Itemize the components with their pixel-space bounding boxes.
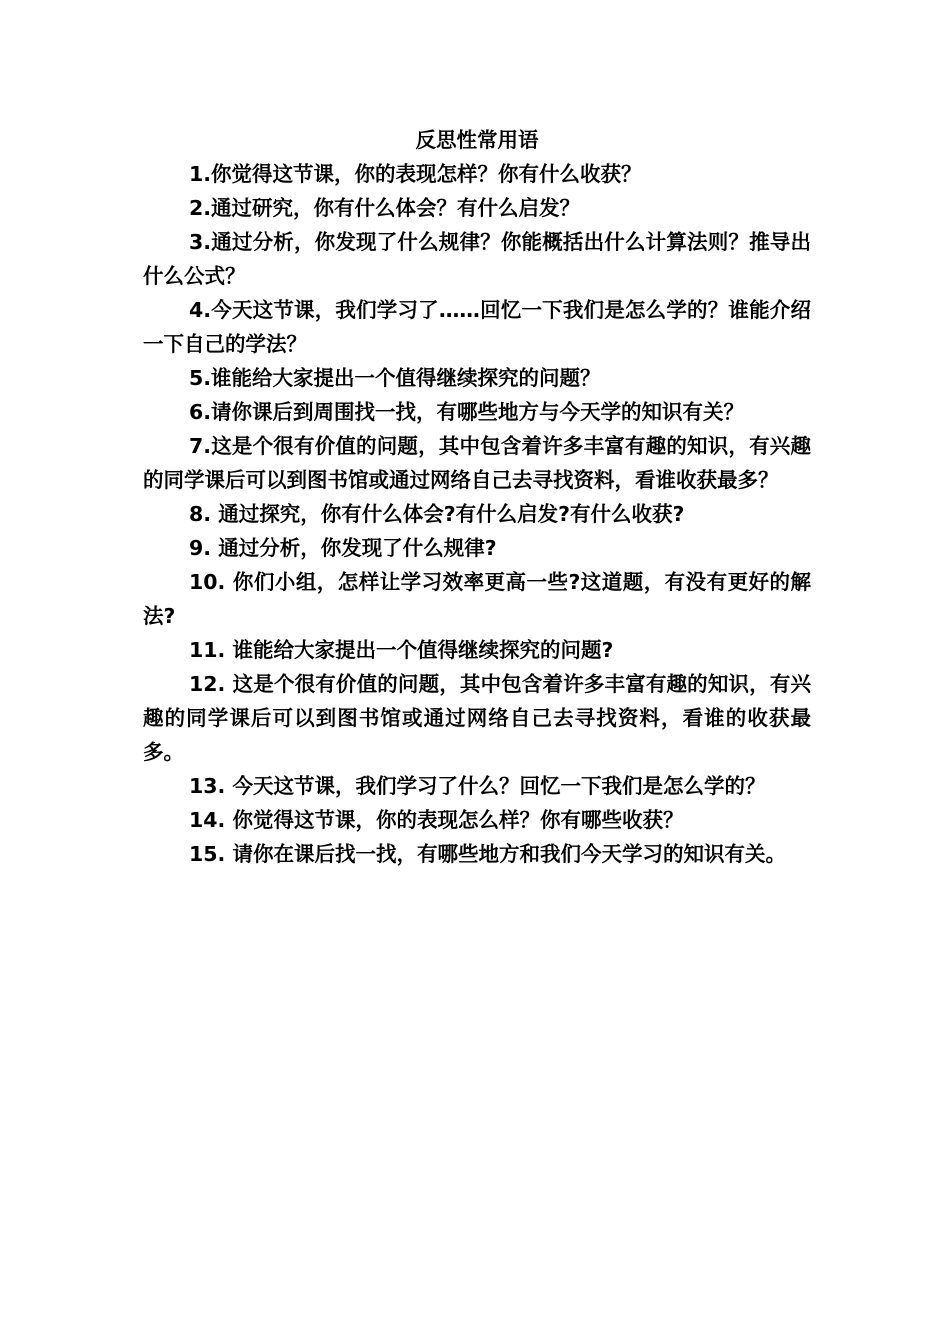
list-item-15: 15. 请你在课后找一找，有哪些地方和我们今天学习的知识有关。 [189,842,786,866]
list-item-8: 8. 通过探究，你有什么体会?有什么启发?有什么收获? [189,502,685,526]
document-title: 反思性常用语 [415,128,539,152]
list-item-3: 3.通过分析，你发现了什么规律？你能概括出什么计算法则？推导出什么公式？ [143,230,811,288]
list-item-11: 11. 谁能给大家提出一个值得继续探究的问题? [189,638,614,662]
list-item-4: 4.今天这节课，我们学习了……回忆一下我们是怎么学的？谁能介绍一下自己的学法？ [143,298,811,356]
list-item-5: 5.谁能给大家提出一个值得继续探究的问题？ [189,366,601,390]
list-item-7: 7.这是个很有价值的问题，其中包含着许多丰富有趣的知识，有兴趣的同学课后可以到图书馆或通过网络自己去寻找资料，看谁收获最多？ [143,434,811,492]
list-item-1: 1.你觉得这节课，你的表现怎样？你有什么收获？ [189,162,642,186]
list-item-13: 13. 今天这节课，我们学习了什么？回忆一下我们是怎么学的？ [189,774,766,798]
list-item-6: 6.请你课后到周围找一找，有哪些地方与今天学的知识有关？ [189,400,745,424]
list-item-12: 12. 这是个很有价值的问题，其中包含着许多丰富有趣的知识，有兴趣的同学课后可以到图书馆或通过网络自己去寻找资料，看谁的收获最多。 [143,672,811,764]
list-item-9: 9. 通过分析，你发现了什么规律? [189,536,497,560]
list-item-14: 14. 你觉得这节课，你的表现怎么样？你有哪些收获？ [189,808,684,832]
list-item-10: 10. 你们小组，怎样让学习效率更高一些?这道题，有没有更好的解法? [143,570,811,628]
document-body [143,123,811,871]
list-item-2: 2.通过研究，你有什么体会？有什么启发？ [189,196,581,220]
